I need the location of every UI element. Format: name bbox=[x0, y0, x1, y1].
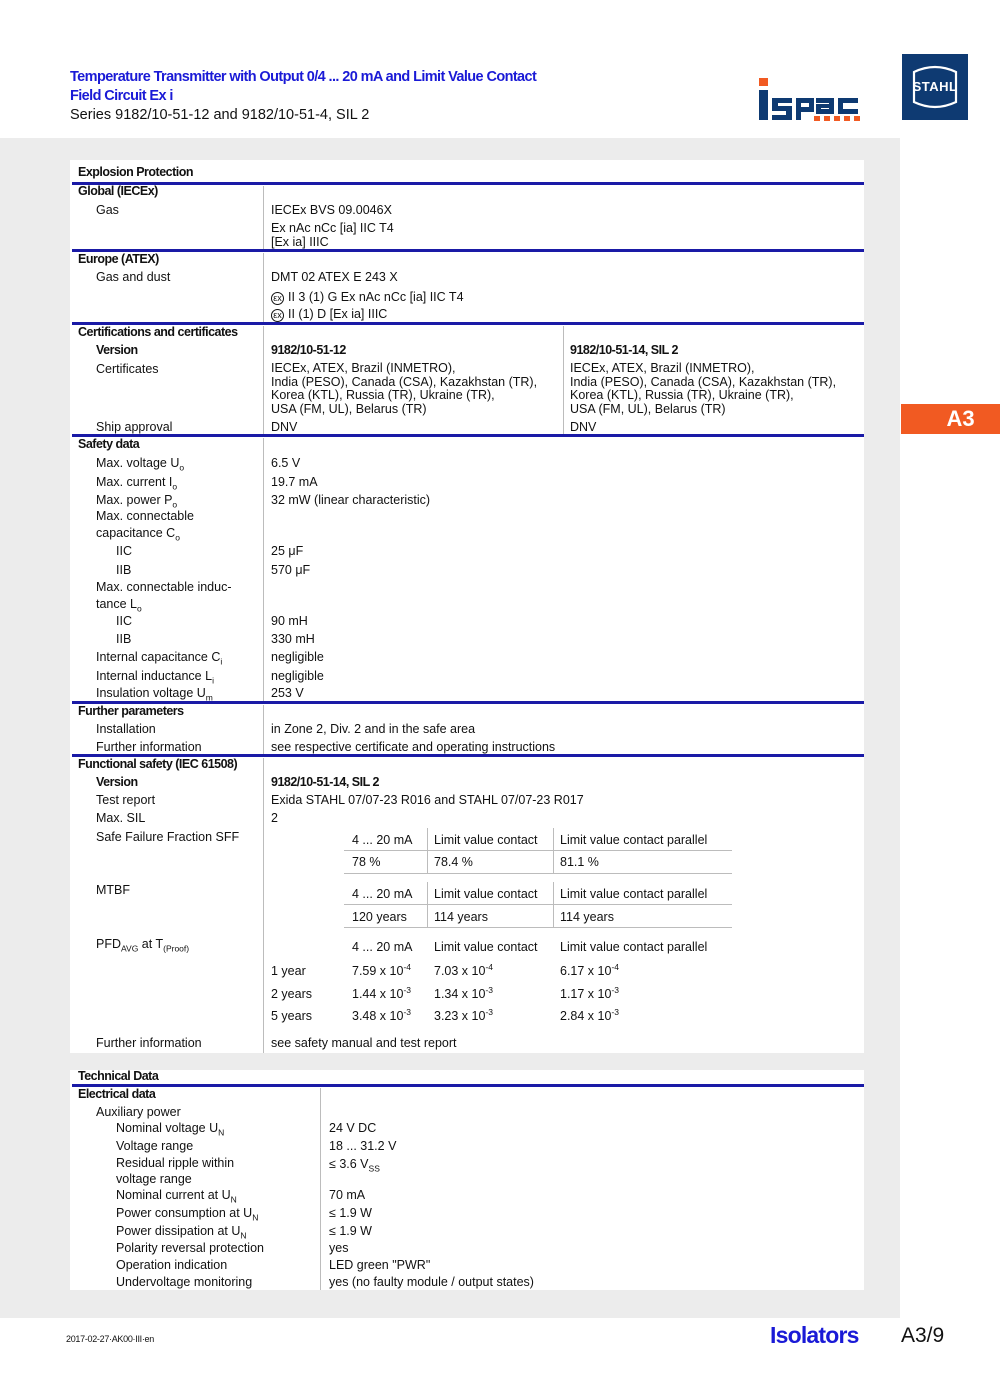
pfd-period: 1 year bbox=[271, 964, 306, 978]
technical-heading: Technical Data bbox=[78, 1069, 159, 1083]
section-rule bbox=[72, 701, 864, 704]
max-sil-label: Max. SIL bbox=[96, 811, 146, 825]
aux-power-label: Auxiliary power bbox=[96, 1105, 181, 1119]
power-consumption-value: ≤ 1.9 W bbox=[329, 1206, 372, 1220]
col-header: Limit value contact bbox=[434, 887, 538, 901]
column-divider bbox=[263, 326, 264, 434]
installation-label: Installation bbox=[96, 722, 156, 736]
footer-page-number: A3/9 bbox=[901, 1324, 945, 1347]
column-divider bbox=[320, 1088, 321, 1290]
pfd-value: 1.44 x $10^{-3}$ bbox=[352, 984, 411, 1001]
nominal-current-label: Nominal current at $U_N$ bbox=[116, 1188, 237, 1205]
cap-iic-label: IIC bbox=[116, 544, 132, 558]
certificates-list-2: IECEx, ATEX, Brazil (INMETRO), India (PESO), Canada (CSA), Kazakhstan (TR), Korea (KTL), Russia (TR), Ukraine (TR), USA (FM, UL), Belarus (TR) bbox=[570, 361, 837, 416]
fs-version-value: 9182/10-51-14, SIL 2 bbox=[271, 775, 379, 789]
sff-label: Safe Failure Fraction SFF bbox=[96, 830, 240, 844]
document-header bbox=[70, 68, 770, 125]
further-info-label: Further information bbox=[96, 740, 202, 754]
certs-heading: Certifications and certificates bbox=[78, 325, 238, 339]
pfd-value: 3.23 x $10^{-3}$ bbox=[434, 1006, 493, 1023]
column-divider bbox=[263, 253, 264, 322]
pfd-value: 3.48 x $10^{-3}$ bbox=[352, 1006, 411, 1023]
internal-inductance-label: Internal inductance $L_i$ bbox=[96, 669, 214, 686]
electrical-heading: Electrical data bbox=[78, 1087, 156, 1101]
max-current-label: Max. current $I_o$ bbox=[96, 475, 178, 492]
footer-doc-code: 2017-02-27·AK00·III·en bbox=[66, 1334, 154, 1344]
column-divider bbox=[263, 186, 264, 249]
cap-iic-value: 25 μF bbox=[271, 544, 304, 558]
mtbf-value: 114 years bbox=[434, 910, 488, 924]
safety-heading: Safety data bbox=[78, 437, 140, 451]
internal-capacitance-label: Internal capacitance $C_i$ bbox=[96, 650, 223, 667]
global-label: Gas bbox=[96, 203, 119, 217]
col-header: Limit value contact bbox=[434, 940, 538, 954]
stahl-wordmark: STAHL bbox=[912, 79, 958, 94]
global-marking: Ex nAc nCc [ia] IIC T4 bbox=[271, 221, 394, 235]
undervoltage-value: yes (no faulty module / output states) bbox=[329, 1275, 534, 1289]
col-header: 4 ... 20 mA bbox=[352, 940, 413, 954]
section-rule bbox=[72, 182, 864, 185]
product-subtitle: Field Circuit Ex i bbox=[70, 88, 173, 104]
section-rule bbox=[72, 249, 864, 252]
col-header: Limit value contact parallel bbox=[560, 887, 708, 901]
max-voltage-label: Max. voltage $U_o$ bbox=[96, 456, 185, 473]
pfd-value: 7.03 x $10^{-4}$ bbox=[434, 961, 493, 978]
global-heading: Global (IECEx) bbox=[78, 184, 158, 198]
max-inductance-label: Max. connectable induc- tance $L_o$ bbox=[96, 580, 232, 613]
col-header: Limit value contact bbox=[434, 833, 538, 847]
sff-value: 81.1 % bbox=[560, 855, 599, 869]
power-consumption-label: Power consumption at $U_N$ bbox=[116, 1206, 259, 1223]
certs-version-1: 9182/10-51-12 bbox=[271, 343, 346, 357]
max-capacitance-label: Max. connectable capacitance $C_o$ bbox=[96, 509, 194, 542]
pfd-value: 1.17 x $10^{-3}$ bbox=[560, 984, 619, 1001]
table-rule bbox=[344, 873, 732, 874]
certificates-list-1: IECEx, ATEX, Brazil (INMETRO), India (PESO), Canada (CSA), Kazakhstan (TR), Korea (KTL), Russia (TR), Ukraine (TR), USA (FM, UL), Belarus (TR) bbox=[271, 361, 538, 416]
mtbf-value: 120 years bbox=[352, 910, 407, 924]
test-report-label: Test report bbox=[96, 793, 156, 807]
ripple-label: Residual ripple within voltage range bbox=[116, 1156, 235, 1186]
fs-further-info-label: Further information bbox=[96, 1036, 202, 1050]
col-header: Limit value contact parallel bbox=[560, 940, 708, 954]
europe-cert: DMT 02 ATEX E 243 X bbox=[271, 270, 398, 284]
max-current-value: 19.7 mA bbox=[271, 475, 318, 489]
table-rule bbox=[344, 904, 732, 905]
power-dissipation-value: ≤ 1.9 W bbox=[329, 1224, 372, 1238]
table-divider bbox=[427, 828, 428, 874]
section-rule bbox=[72, 434, 864, 437]
col-header: Limit value contact parallel bbox=[560, 833, 708, 847]
stahl-logo bbox=[902, 54, 968, 120]
operation-indication-value: LED green "PWR" bbox=[329, 1258, 431, 1272]
power-dissipation-label: Power dissipation at $U_N$ bbox=[116, 1224, 247, 1241]
max-voltage-value: 6.5 V bbox=[271, 456, 301, 470]
ripple-value: ≤ 3.6 $V_{SS}$ bbox=[329, 1157, 380, 1174]
max-power-value: 32 mW (linear characteristic) bbox=[271, 493, 431, 507]
atex-ex-icon: εx bbox=[271, 292, 284, 305]
polarity-label: Polarity reversal protection bbox=[116, 1241, 264, 1255]
fs-further-info-value: see safety manual and test report bbox=[271, 1036, 457, 1050]
table-divider bbox=[553, 828, 554, 874]
cap-iib-label: IIB bbox=[116, 563, 132, 577]
sff-value: 78 % bbox=[352, 855, 381, 869]
functional-heading: Functional safety (IEC 61508) bbox=[78, 757, 238, 771]
ind-iib-label: IIB bbox=[116, 632, 132, 646]
pfd-label: $PFD_{AVG}$ at $T_{(Proof)}$ bbox=[96, 937, 190, 954]
column-divider bbox=[263, 758, 264, 1053]
ispac-logo bbox=[758, 78, 862, 124]
nominal-current-value: 70 mA bbox=[329, 1188, 366, 1202]
section-tab-a3[interactable]: A3 bbox=[901, 404, 1000, 434]
undervoltage-label: Undervoltage monitoring bbox=[116, 1275, 253, 1289]
internal-capacitance-value: negligible bbox=[271, 650, 324, 664]
ind-iic-label: IIC bbox=[116, 614, 132, 628]
table-rule bbox=[344, 927, 732, 928]
polarity-value: yes bbox=[329, 1241, 349, 1255]
cap-iib-value: 570 μF bbox=[271, 563, 311, 577]
certificates-label: Certificates bbox=[96, 362, 159, 376]
pfd-value: 7.59 x $10^{-4}$ bbox=[352, 961, 411, 978]
global-dust-marking: [Ex ia] IIIC bbox=[271, 235, 329, 249]
footer-section-name[interactable]: Isolators bbox=[770, 1322, 859, 1348]
max-power-label: Max. power $P_o$ bbox=[96, 493, 178, 510]
column-divider bbox=[563, 326, 564, 434]
ind-iic-value: 90 mH bbox=[271, 614, 308, 628]
max-sil-value: 2 bbox=[271, 811, 278, 825]
series-line: Series 9182/10-51-12 and 9182/10-51-4, SIL 2 bbox=[70, 107, 370, 123]
mtbf-label: MTBF bbox=[96, 883, 131, 897]
certs-version-2: 9182/10-51-14, SIL 2 bbox=[570, 343, 678, 357]
pfd-value: 6.17 x $10^{-4}$ bbox=[560, 961, 619, 978]
further-heading: Further parameters bbox=[78, 704, 184, 718]
internal-inductance-value: negligible bbox=[271, 669, 324, 683]
europe-gas-marking: εx II 3 (1) G Ex nAc nCc [ia] IIC T4 bbox=[271, 290, 464, 305]
table-rule bbox=[344, 850, 732, 851]
pfd-value: 2.84 x $10^{-3}$ bbox=[560, 1006, 619, 1023]
col-header: 4 ... 20 mA bbox=[352, 887, 413, 901]
column-divider bbox=[263, 438, 264, 701]
atex-ex-icon: εx bbox=[271, 309, 284, 322]
pfd-value: 1.34 x $10^{-3}$ bbox=[434, 984, 493, 1001]
europe-dust-marking: εx II (1) D [Ex ia] IIIC bbox=[271, 307, 387, 322]
ship-approval-label: Ship approval bbox=[96, 420, 173, 434]
pfd-period: 5 years bbox=[271, 1009, 312, 1023]
europe-label: Gas and dust bbox=[96, 270, 171, 284]
fs-version-label: Version bbox=[96, 775, 138, 789]
global-cert: IECEx BVS 09.0046X bbox=[271, 203, 392, 217]
nominal-voltage-value: 24 V DC bbox=[329, 1121, 377, 1135]
ship-approval-2: DNV bbox=[570, 420, 597, 434]
mtbf-value: 114 years bbox=[560, 910, 614, 924]
table-divider bbox=[553, 882, 554, 928]
pfd-period: 2 years bbox=[271, 987, 312, 1001]
voltage-range-label: Voltage range bbox=[116, 1139, 194, 1153]
ship-approval-1: DNV bbox=[271, 420, 298, 434]
col-header: 4 ... 20 mA bbox=[352, 833, 413, 847]
column-divider bbox=[263, 705, 264, 754]
section-rule bbox=[72, 1084, 864, 1087]
table-divider bbox=[427, 882, 428, 928]
europe-heading: Europe (ATEX) bbox=[78, 252, 159, 266]
insulation-voltage-label: Insulation voltage $U_m$ bbox=[96, 686, 213, 703]
nominal-voltage-label: Nominal voltage $U_N$ bbox=[116, 1121, 225, 1138]
certs-version-label: Version bbox=[96, 343, 138, 357]
ind-iib-value: 330 mH bbox=[271, 632, 315, 646]
test-report-value: Exida STAHL 07/07-23 R016 and STAHL 07/07-23 R017 bbox=[271, 793, 584, 807]
operation-indication-label: Operation indication bbox=[116, 1258, 228, 1272]
voltage-range-value: 18 ... 31.2 V bbox=[329, 1139, 397, 1153]
installation-value: in Zone 2, Div. 2 and in the safe area bbox=[271, 722, 476, 736]
sff-value: 78.4 % bbox=[434, 855, 473, 869]
insulation-voltage-value: 253 V bbox=[271, 686, 304, 700]
explosion-heading: Explosion Protection bbox=[78, 165, 194, 179]
product-title: Temperature Transmitter with Output 0/4 ... 20 mA and Limit Value Contact bbox=[70, 69, 537, 85]
further-info-value: see respective certificate and operating instructions bbox=[271, 740, 556, 754]
